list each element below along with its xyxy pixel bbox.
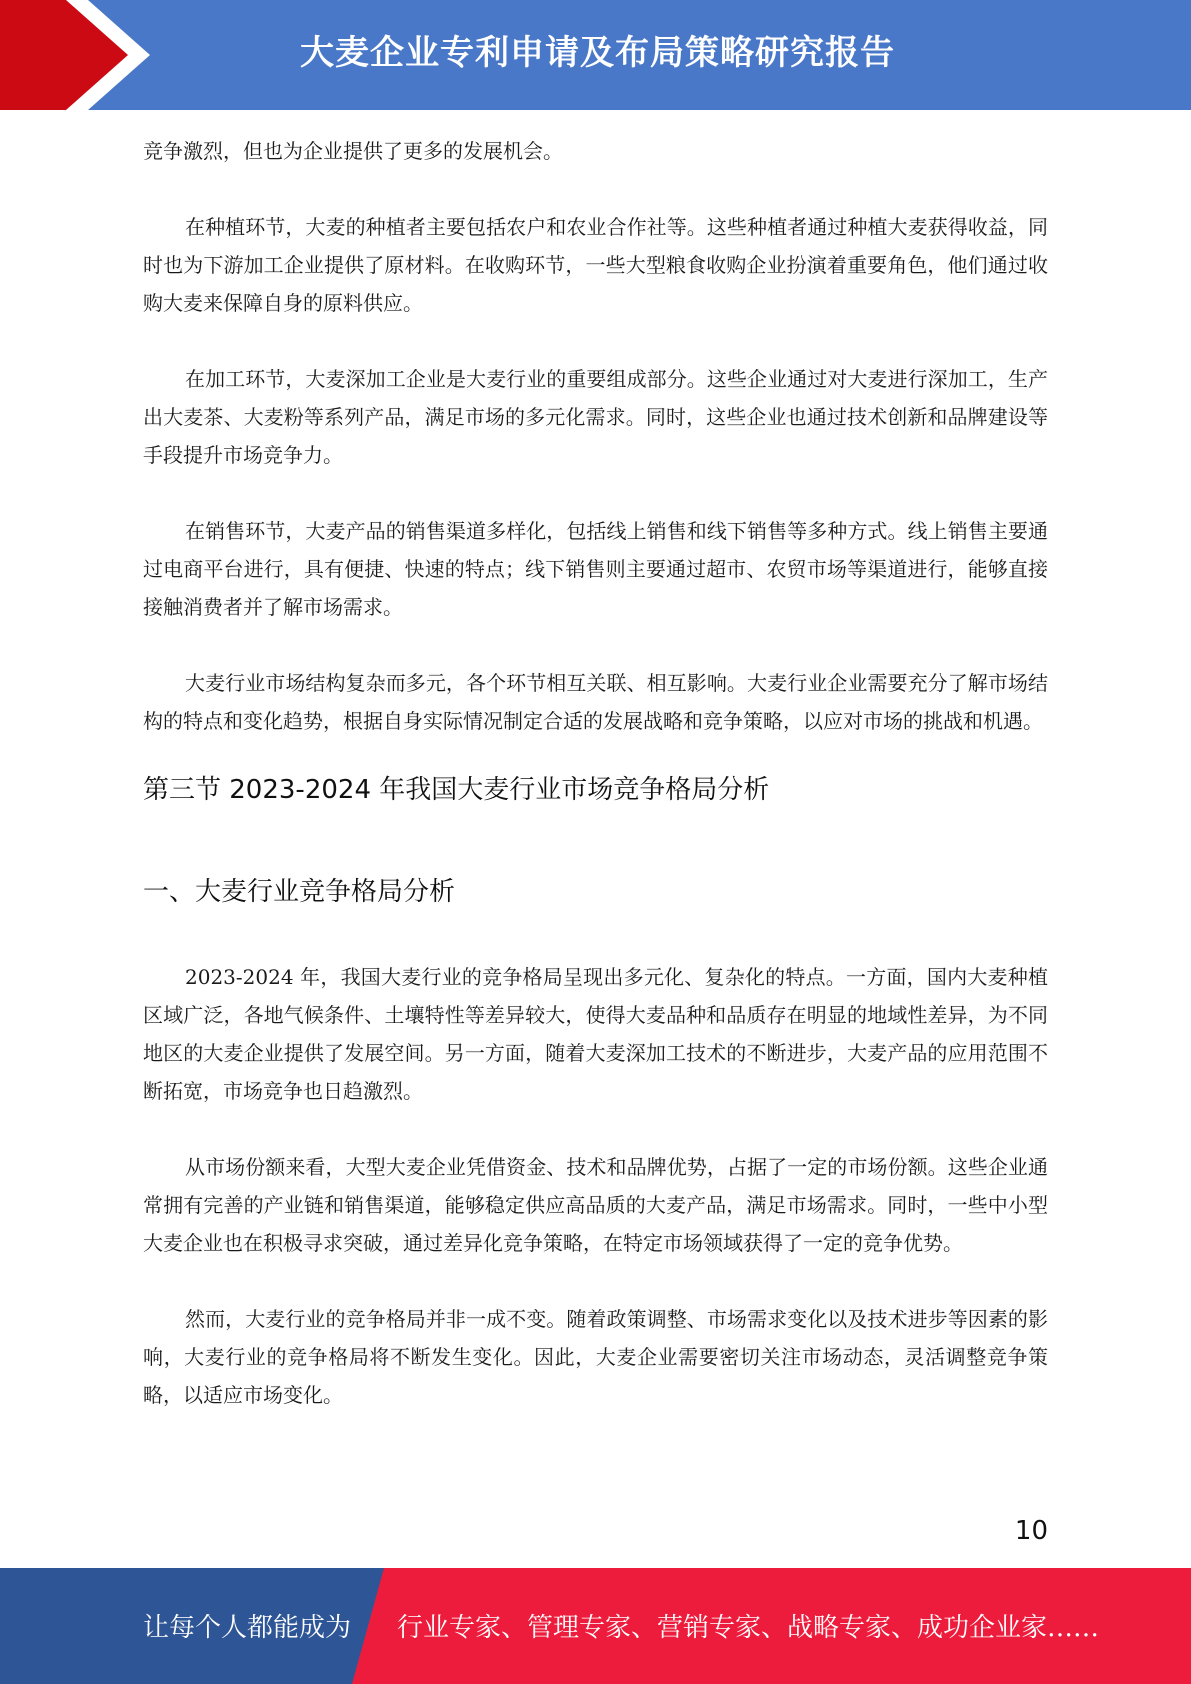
page-number: 10 xyxy=(1014,1516,1048,1546)
paragraph: 在加工环节，大麦深加工企业是大麦行业的重要组成部分。这些企业通过对大麦进行深加工，生产出大麦茶、大麦粉等系列产品，满足市场的多元化需求。同时，这些企业也通过技术创新和品牌建设等手段提升市场竞争力。 xyxy=(143,367,1048,467)
section-heading: 第三节 2023-2024 年我国大麦行业市场竞争格局分析 xyxy=(143,775,770,805)
header-banner xyxy=(0,0,1191,110)
paragraph: 2023-2024 年，我国大麦行业的竞争格局呈现出多元化、复杂化的特点。一方面，国内大麦种植区域广泛，各地气候条件、土壤特性等差异较大，使得大麦品种和品质存在明显的地域性差异，为不同地区的大麦企业提供了发展空间。另一方面，随着大麦深加工技术的不断进步，大麦产品的应用范围不断拓宽，市场竞争也日趋激烈。 xyxy=(143,965,1048,1103)
footer-banner xyxy=(0,1568,1191,1684)
paragraph: 大麦行业市场结构复杂而多元，各个环节相互关联、相互影响。大麦行业企业需要充分了解市场结构的特点和变化趋势，根据自身实际情况制定合适的发展战略和竞争策略，以应对市场的挑战和机遇。 xyxy=(143,671,1048,733)
paragraph: 从市场份额来看，大型大麦企业凭借资金、技术和品牌优势，占据了一定的市场份额。这些企业通常拥有完善的产业链和销售渠道，能够稳定供应高品质的大麦产品，满足市场需求。同时，一些中小型大麦企业也在积极寻求突破，通过差异化竞争策略，在特定市场领域获得了一定的竞争优势。 xyxy=(143,1155,1048,1255)
report-title: 大麦企业专利申请及布局策略研究报告 xyxy=(300,33,895,73)
footer-slogan-right: 行业专家、管理专家、营销专家、战略专家、成功企业家…… xyxy=(397,1613,1100,1643)
page-body xyxy=(143,132,1048,1414)
paragraph: 在销售环节，大麦产品的销售渠道多样化，包括线上销售和线下销售等多种方式。线上销售主要通过电商平台进行，具有便捷、快速的特点；线下销售则主要通过超市、农贸市场等渠道进行，能够直接接触消费者并了解市场需求。 xyxy=(143,519,1048,619)
subsection-heading: 一、大麦行业竞争格局分析 xyxy=(143,877,456,907)
paragraph: 竞争激烈，但也为企业提供了更多的发展机会。 xyxy=(143,139,563,163)
footer-slogan-left: 让每个人都能成为 xyxy=(143,1613,352,1643)
paragraph: 然而，大麦行业的竞争格局并非一成不变。随着政策调整、市场需求变化以及技术进步等因素的影响，大麦行业的竞争格局将不断发生变化。因此，大麦企业需要密切关注市场动态，灵活调整竞争策略，以适应市场变化。 xyxy=(143,1307,1048,1407)
paragraph: 在种植环节，大麦的种植者主要包括农户和农业合作社等。这些种植者通过种植大麦获得收益，同时也为下游加工企业提供了原材料。在收购环节，一些大型粮食收购企业扮演着重要角色，他们通过收购大麦来保障自身的原料供应。 xyxy=(143,215,1048,315)
